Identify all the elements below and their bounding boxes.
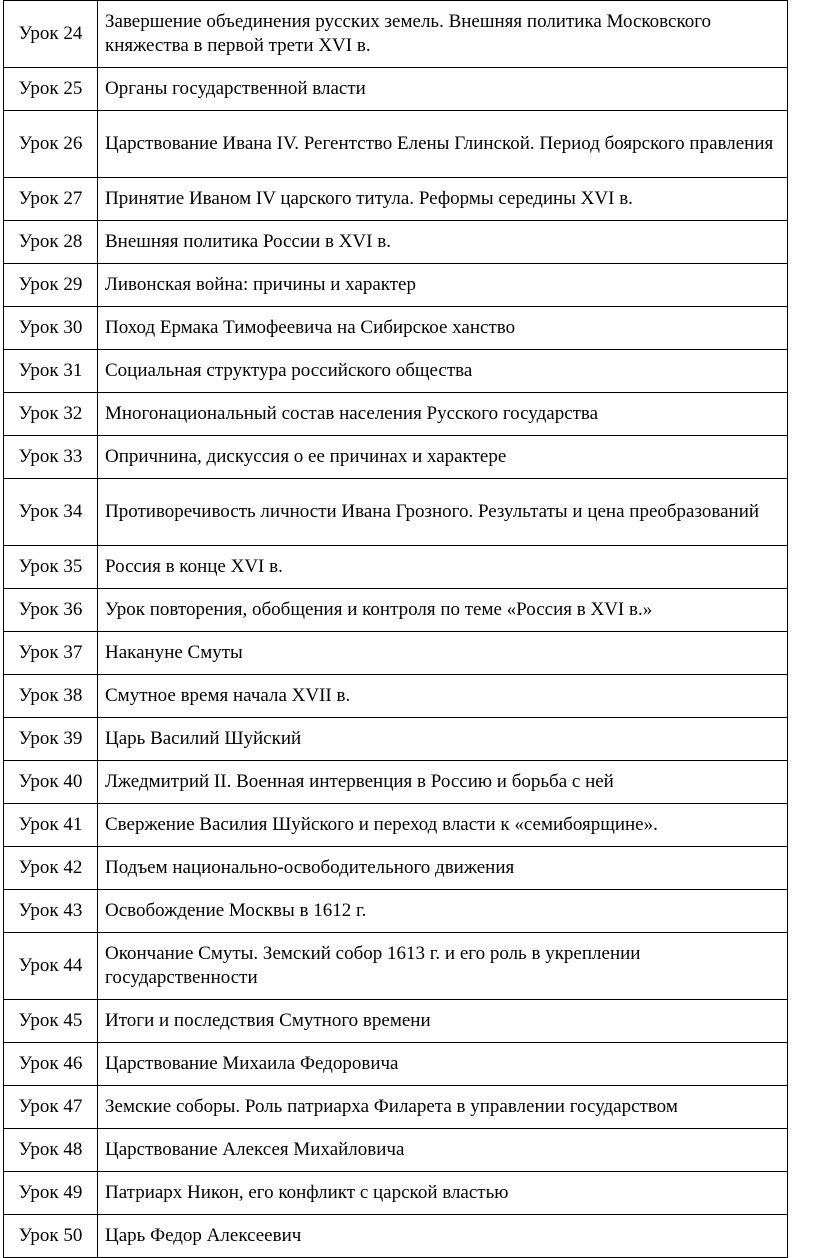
lesson-row xyxy=(4,1043,788,1086)
lesson-topic: Органы государственной власти xyxy=(98,68,788,111)
lesson-number: Урок 24 xyxy=(4,1,98,68)
lesson-row xyxy=(4,479,788,546)
lesson-topic: Урок повторения, обобщения и контроля по теме «Россия в XVI в.» xyxy=(98,589,788,632)
lesson-number: Урок 29 xyxy=(4,264,98,307)
lesson-number: Урок 44 xyxy=(4,933,98,1000)
lesson-number: Урок 48 xyxy=(4,1129,98,1172)
lesson-row xyxy=(4,436,788,479)
lesson-topic: Царствование Ивана IV. Регентство Елены Глинской. Период боярского правления xyxy=(98,111,788,178)
lesson-topic: Освобождение Москвы в 1612 г. xyxy=(98,890,788,933)
lesson-row xyxy=(4,847,788,890)
lesson-row xyxy=(4,1000,788,1043)
lesson-row xyxy=(4,1172,788,1215)
lesson-topic: Царствование Михаила Федоровича xyxy=(98,1043,788,1086)
lesson-number: Урок 30 xyxy=(4,307,98,350)
lesson-number: Урок 37 xyxy=(4,632,98,675)
lesson-number: Урок 25 xyxy=(4,68,98,111)
lesson-topic: Опричнина, дискуссия о ее причинах и характере xyxy=(98,436,788,479)
lesson-number: Урок 26 xyxy=(4,111,98,178)
lesson-topic: Ливонская война: причины и характер xyxy=(98,264,788,307)
lesson-topic: Поход Ермака Тимофеевича на Сибирское ханство xyxy=(98,307,788,350)
lesson-plan-table xyxy=(3,0,788,1258)
lesson-topic: Патриарх Никон, его конфликт с царской властью xyxy=(98,1172,788,1215)
lesson-number: Урок 38 xyxy=(4,675,98,718)
lesson-row xyxy=(4,589,788,632)
lesson-row xyxy=(4,350,788,393)
lesson-topic: Свержение Василия Шуйского и переход власти к «семибоярщине». xyxy=(98,804,788,847)
lesson-row xyxy=(4,1129,788,1172)
lesson-number: Урок 34 xyxy=(4,479,98,546)
lesson-topic: Смутное время начала XVII в. xyxy=(98,675,788,718)
lesson-row xyxy=(4,890,788,933)
lesson-row xyxy=(4,264,788,307)
lesson-number: Урок 31 xyxy=(4,350,98,393)
lesson-topic: Завершение объединения русских земель. Внешняя политика Московского княжества в первой трети XVI в. xyxy=(98,1,788,68)
lesson-row xyxy=(4,804,788,847)
lesson-number: Урок 49 xyxy=(4,1172,98,1215)
lesson-number: Урок 27 xyxy=(4,178,98,221)
lesson-number: Урок 46 xyxy=(4,1043,98,1086)
lesson-row xyxy=(4,1215,788,1258)
lesson-number: Урок 43 xyxy=(4,890,98,933)
lesson-topic: Социальная структура российского общества xyxy=(98,350,788,393)
lesson-topic: Царь Федор Алексеевич xyxy=(98,1215,788,1258)
lesson-number: Урок 40 xyxy=(4,761,98,804)
lesson-topic: Лжедмитрий II. Военная интервенция в Россию и борьба с ней xyxy=(98,761,788,804)
lesson-topic: Земские соборы. Роль патриарха Филарета в управлении государством xyxy=(98,1086,788,1129)
lesson-row xyxy=(4,307,788,350)
lesson-row xyxy=(4,393,788,436)
lesson-number: Урок 47 xyxy=(4,1086,98,1129)
lesson-row xyxy=(4,933,788,1000)
lesson-row xyxy=(4,632,788,675)
lesson-topic: Накануне Смуты xyxy=(98,632,788,675)
lesson-row xyxy=(4,68,788,111)
lesson-row xyxy=(4,178,788,221)
lesson-number: Урок 50 xyxy=(4,1215,98,1258)
lesson-row xyxy=(4,111,788,178)
lesson-topic: Итоги и последствия Смутного времени xyxy=(98,1000,788,1043)
lesson-row xyxy=(4,1,788,68)
lesson-plan-body xyxy=(4,1,788,1258)
lesson-number: Урок 36 xyxy=(4,589,98,632)
lesson-number: Урок 32 xyxy=(4,393,98,436)
lesson-number: Урок 35 xyxy=(4,546,98,589)
lesson-topic: Принятие Иваном IV царского титула. Реформы середины XVI в. xyxy=(98,178,788,221)
lesson-topic: Противоречивость личности Ивана Грозного. Результаты и цена преобразований xyxy=(98,479,788,546)
lesson-row xyxy=(4,1086,788,1129)
lesson-topic: Царствование Алексея Михайловича xyxy=(98,1129,788,1172)
lesson-row xyxy=(4,675,788,718)
lesson-row xyxy=(4,221,788,264)
lesson-row xyxy=(4,546,788,589)
lesson-topic: Царь Василий Шуйский xyxy=(98,718,788,761)
lesson-number: Урок 42 xyxy=(4,847,98,890)
lesson-number: Урок 45 xyxy=(4,1000,98,1043)
lesson-number: Урок 39 xyxy=(4,718,98,761)
lesson-topic: Подъем национально-освободительного движения xyxy=(98,847,788,890)
lesson-topic: Россия в конце XVI в. xyxy=(98,546,788,589)
lesson-topic: Окончание Смуты. Земский собор 1613 г. и его роль в укреплении государственности xyxy=(98,933,788,1000)
lesson-row xyxy=(4,718,788,761)
lesson-number: Урок 33 xyxy=(4,436,98,479)
lesson-number: Урок 28 xyxy=(4,221,98,264)
lesson-topic: Многонациональный состав населения Русского государства xyxy=(98,393,788,436)
lesson-number: Урок 41 xyxy=(4,804,98,847)
lesson-row xyxy=(4,761,788,804)
lesson-topic: Внешняя политика России в XVI в. xyxy=(98,221,788,264)
